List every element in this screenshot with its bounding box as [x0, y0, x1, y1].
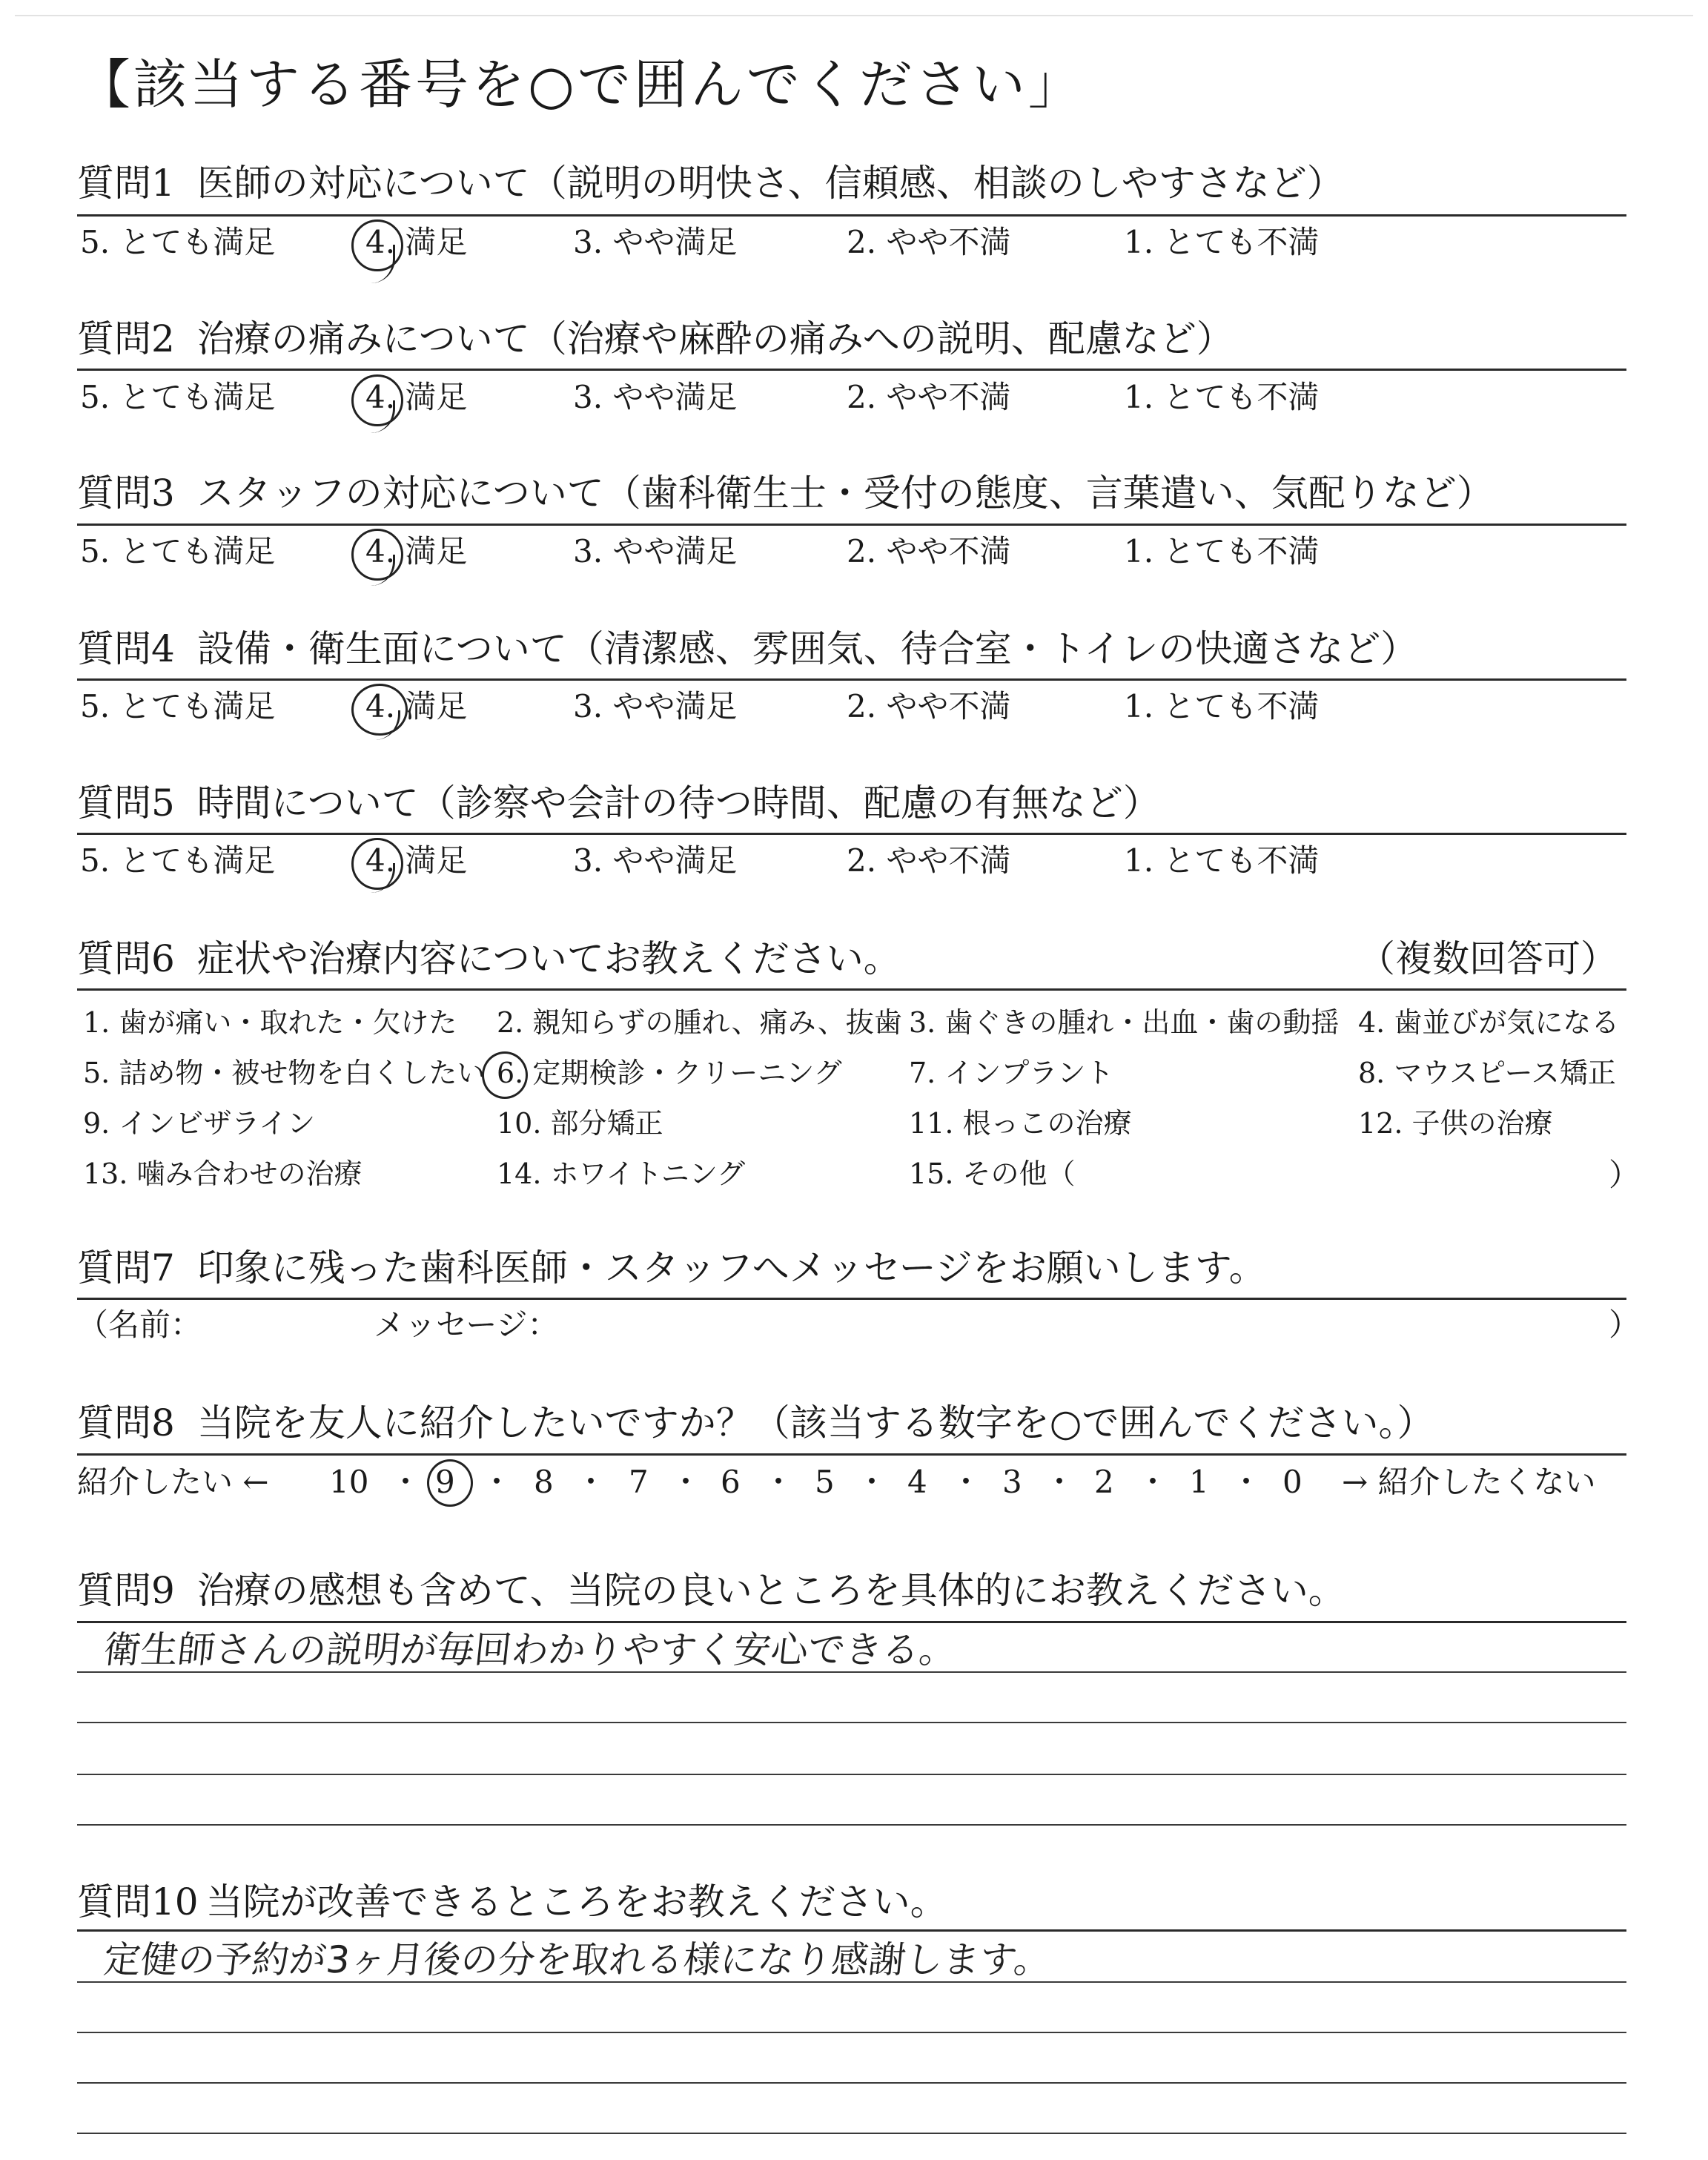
q4-answer-mark [374, 710, 400, 740]
q8-value-0[interactable]: 0 [1282, 1464, 1302, 1500]
q8-dot: ・ [390, 1464, 422, 1500]
question-9-rule [77, 1621, 1626, 1623]
q5-option-5[interactable]: 5. とても満足 [80, 842, 276, 879]
q10-handwritten-answer[interactable]: 定健の予約が3ヶ月後の分を取れる様になり感謝します。 [101, 1938, 1053, 1981]
question-10-text: 当院が改善できるところをお教えください。 [205, 1880, 947, 1923]
question-5-number: 質問5 [77, 782, 175, 825]
q3-option-1[interactable]: 1. とても不満 [1124, 533, 1320, 569]
q1-option-2[interactable]: 2. やや不満 [847, 224, 1011, 260]
question-7-number: 質問7 [77, 1246, 175, 1289]
q3-answer-mark [371, 555, 395, 586]
question-4-number: 質問4 [77, 627, 175, 670]
q7-close-paren: ） [1609, 1307, 1641, 1343]
q8-dot: ・ [763, 1464, 795, 1500]
question-8-text: 当院を友人に紹介したいですか？（該当する数字を○で囲んでください。） [196, 1401, 1434, 1444]
q5-option-2[interactable]: 2. やや不満 [847, 842, 1011, 879]
q6-option-8[interactable]: 8. マウスピース矯正 [1358, 1057, 1616, 1089]
q8-value-1[interactable]: 1 [1189, 1464, 1209, 1500]
question-2-text: 治療の痛みについて（治療や麻酔の痛みへの説明、配慮など） [196, 317, 1234, 360]
q1-answer-mark [371, 245, 395, 283]
q8-value-8[interactable]: 8 [534, 1464, 554, 1500]
q4-option-4[interactable]: 4. 満足 [365, 688, 468, 724]
q9-answer-line-4 [77, 1824, 1626, 1826]
question-2-rule [77, 369, 1626, 371]
q2-option-2[interactable]: 2. やや不満 [847, 379, 1011, 415]
q8-dot: ・ [1044, 1464, 1076, 1500]
question-1-text: 医師の対応について（説明の明快さ、信頼感、相談のしやすさなど） [196, 162, 1344, 205]
q2-option-4[interactable]: 4. 満足 [365, 379, 468, 415]
q4-option-3[interactable]: 3. やや満足 [573, 688, 738, 724]
q2-answer-mark [371, 400, 395, 433]
top-edge-line [15, 15, 1693, 16]
question-7-heading [77, 1246, 1266, 1289]
q9-answer-line-1 [77, 1671, 1626, 1673]
question-1-heading [77, 162, 1344, 205]
question-1-rule [77, 214, 1626, 217]
q6-option-11[interactable]: 11. 根っこの治療 [909, 1107, 1132, 1140]
q6-answer-circle [482, 1051, 528, 1099]
q6-option-10[interactable]: 10. 部分矯正 [497, 1107, 663, 1140]
q8-value-10[interactable]: 10 [329, 1464, 369, 1500]
question-7-text: 印象に残った歯科医師・スタッフへメッセージをお願いします。 [196, 1246, 1266, 1289]
q9-handwritten-answer[interactable]: 衛生師さんの説明が毎回わかりやすく安心できる。 [101, 1628, 959, 1671]
q2-option-1[interactable]: 1. とても不満 [1124, 379, 1320, 415]
question-4-rule [77, 678, 1626, 681]
question-3-rule [77, 524, 1626, 526]
q8-right-label: → 紹介したくない [1342, 1464, 1596, 1500]
question-10-heading [77, 1880, 947, 1923]
question-9-number: 質問9 [77, 1569, 175, 1612]
q1-option-3[interactable]: 3. やや満足 [573, 224, 738, 260]
page-title: 【該当する番号を○で囲んでください」 [77, 53, 1085, 116]
question-1-number: 質問1 [77, 162, 175, 205]
q1-option-1[interactable]: 1. とても不満 [1124, 224, 1320, 260]
question-6-heading [77, 937, 901, 980]
q8-dot: ・ [856, 1464, 888, 1500]
q10-answer-line-1 [77, 1981, 1626, 1983]
q8-left-label: 紹介したい ← [77, 1464, 269, 1500]
question-8-rule [77, 1453, 1626, 1456]
question-9-heading [77, 1569, 1345, 1612]
q4-option-1[interactable]: 1. とても不満 [1124, 688, 1320, 724]
q6-option-7[interactable]: 7. インプラント [909, 1057, 1114, 1089]
question-2-heading [77, 317, 1234, 360]
question-8-heading [77, 1401, 1434, 1444]
question-3-heading [77, 472, 1494, 515]
q1-option-4[interactable]: 4. 満足 [365, 224, 468, 260]
question-10-rule [77, 1929, 1626, 1932]
question-6-rule [77, 988, 1626, 991]
q8-dot: ・ [481, 1464, 513, 1500]
q3-option-4[interactable]: 4. 満足 [365, 533, 468, 569]
q6-option-1[interactable]: 1. 歯が痛い・取れた・欠けた [83, 1006, 457, 1039]
question-5-rule [77, 833, 1626, 835]
question-5-heading [77, 782, 1160, 825]
q5-option-1[interactable]: 1. とても不満 [1124, 842, 1320, 879]
q8-value-2[interactable]: 2 [1094, 1464, 1114, 1500]
q1-option-5[interactable]: 5. とても満足 [80, 224, 276, 260]
question-6-number: 質問6 [77, 937, 175, 980]
question-9-text: 治療の感想も含めて、当院の良いところを具体的にお教えください。 [196, 1569, 1345, 1612]
q8-value-4[interactable]: 4 [907, 1464, 927, 1500]
q8-value-5[interactable]: 5 [815, 1464, 835, 1500]
q8-dot: ・ [1231, 1464, 1262, 1500]
q6-option-4[interactable]: 4. 歯並びが気になる [1358, 1006, 1620, 1039]
question-6-text: 症状や治療内容についてお教えください。 [196, 937, 901, 980]
q5-option-3[interactable]: 3. やや満足 [573, 842, 738, 879]
q8-dot: ・ [1137, 1464, 1169, 1500]
question-10-number: 質問10 [77, 1880, 199, 1923]
question-6-note: （複数回答可） [1358, 937, 1618, 980]
q6-option-3[interactable]: 3. 歯ぐきの腫れ・出血・歯の動揺 [909, 1006, 1340, 1039]
q5-option-4[interactable]: 4. 満足 [365, 842, 468, 879]
q8-value-3[interactable]: 3 [1002, 1464, 1022, 1500]
q7-message-label: メッセージ： [374, 1307, 559, 1343]
q6-option-12[interactable]: 12. 子供の治療 [1358, 1107, 1553, 1140]
q9-answer-line-3 [77, 1774, 1626, 1775]
q8-value-6[interactable]: 6 [721, 1464, 741, 1500]
q6-option-2[interactable]: 2. 親知らずの腫れ、痛み、抜歯 [497, 1006, 902, 1039]
q8-dot: ・ [575, 1464, 607, 1500]
q2-option-5[interactable]: 5. とても満足 [80, 379, 276, 415]
q6-option-6[interactable]: 6. 定期検診・クリーニング [497, 1057, 842, 1089]
q6-other-close-paren: ） [1609, 1157, 1641, 1193]
q6-option-15[interactable]: 15. その他（ [909, 1157, 1076, 1190]
q10-answer-line-3 [77, 2082, 1626, 2084]
q4-option-5[interactable]: 5. とても満足 [80, 688, 276, 724]
q6-option-13[interactable]: 13. 噛み合わせの治療 [83, 1157, 363, 1190]
question-4-heading [77, 627, 1418, 670]
question-3-number: 質問3 [77, 472, 175, 515]
q5-answer-mark [371, 863, 395, 893]
q8-value-7[interactable]: 7 [629, 1464, 649, 1500]
q3-option-5[interactable]: 5. とても満足 [80, 533, 276, 569]
question-5-text: 時間について（診察や会計の待つ時間、配慮の有無など） [196, 782, 1160, 825]
q2-option-3[interactable]: 3. やや満足 [573, 379, 738, 415]
q4-option-2[interactable]: 2. やや不満 [847, 688, 1011, 724]
q8-value-9[interactable]: 9 [435, 1464, 455, 1500]
q3-option-2[interactable]: 2. やや不満 [847, 533, 1011, 569]
q8-answer-circle [427, 1459, 473, 1507]
question-2-number: 質問2 [77, 317, 175, 360]
q10-answer-line-4 [77, 2133, 1626, 2134]
q6-option-9[interactable]: 9. インビザライン [83, 1107, 316, 1140]
q6-option-14[interactable]: 14. ホワイトニング [497, 1157, 746, 1190]
question-8-number: 質問8 [77, 1401, 175, 1444]
q10-answer-line-2 [77, 2032, 1626, 2033]
question-4-text: 設備・衛生面について（清潔感、雰囲気、待合室・トイレの快適さなど） [196, 627, 1418, 670]
q6-option-5[interactable]: 5. 詰め物・被せ物を白くしたい [83, 1057, 486, 1089]
question-7-rule [77, 1298, 1626, 1300]
question-3-text: スタッフの対応について（歯科衛生士・受付の態度、言葉遣い、気配りなど） [196, 472, 1494, 515]
q3-option-3[interactable]: 3. やや満足 [573, 533, 738, 569]
q8-dot: ・ [950, 1464, 982, 1500]
q9-answer-line-2 [77, 1722, 1626, 1723]
q8-dot: ・ [670, 1464, 702, 1500]
q7-name-label: （名前： [77, 1307, 202, 1343]
